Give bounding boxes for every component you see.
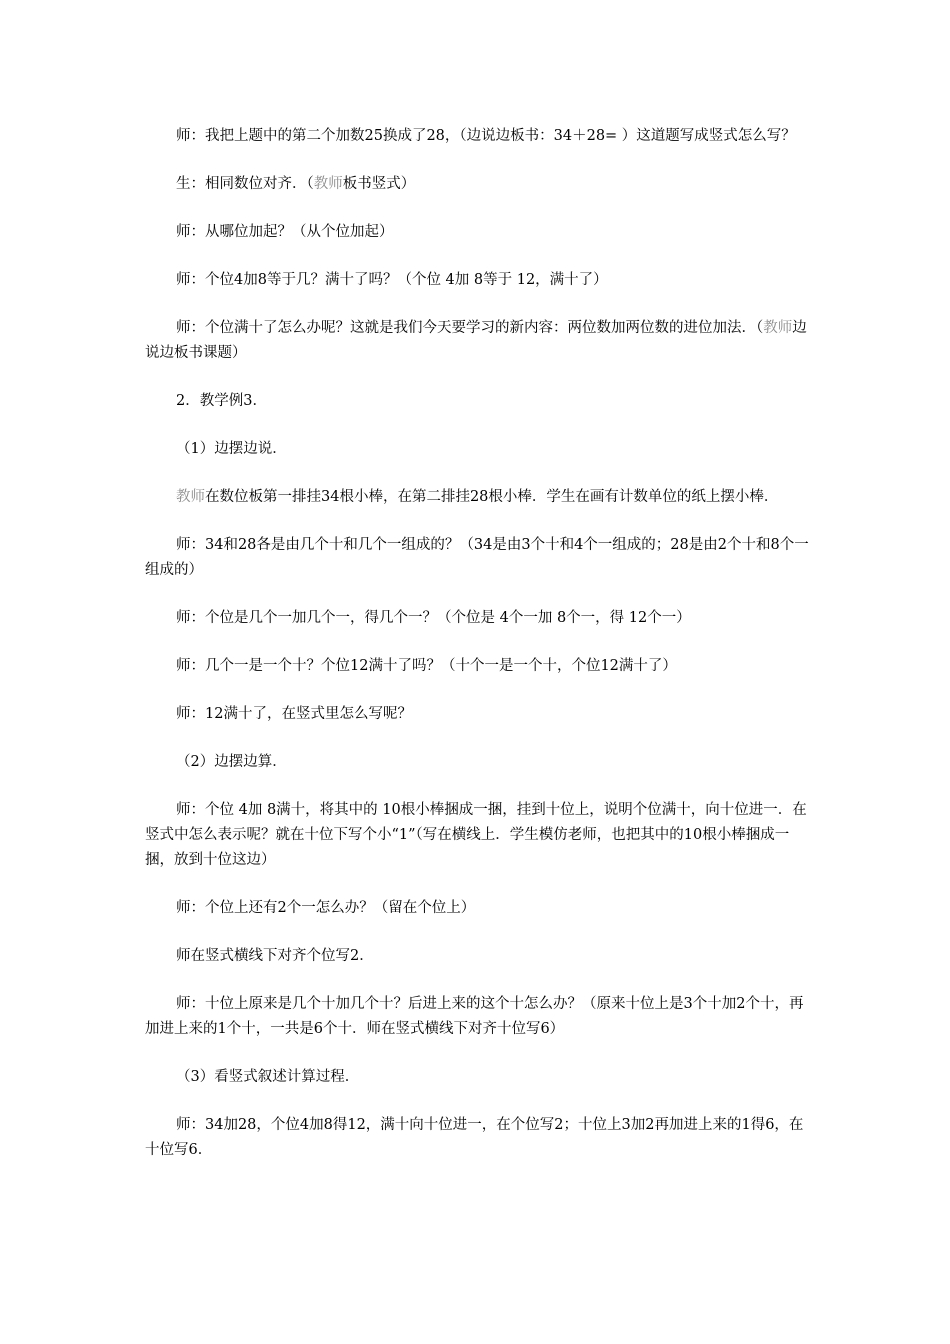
paragraph-7: （1）边摆边说． [176, 441, 287, 457]
highlighted-term: 教师 [176, 489, 205, 505]
paragraph-18: （3）看竖式叙述计算过程． [176, 1069, 360, 1085]
paragraph-9: 师：34和28各是由几个十和几个一组成的？（34是由3个十和4个一组成的；28是由2个十和8个一组成的） [145, 537, 809, 578]
paragraph-17: 师：十位上原来是几个十加几个十？后进上来的这个十怎么办？（原来十位上是3个十加2个十，再加进上来的1个十，一共是6个十．师在竖式横线下对齐十位写6） [145, 996, 804, 1037]
paragraph-16: 师在竖式横线下对齐个位写2． [176, 948, 374, 964]
paragraph-14: 师：个位 4加 8满十，将其中的 10根小棒捆成一捆，挂到十位上，说明个位满十，向十位进一．在竖式中怎么表示呢？就在十位下写个小“1”（写在横线上．学生模仿老师，也把其中的10根小棒捆成一捆，放到十位这边） [145, 802, 807, 868]
paragraph-10: 师：个位是几个一加几个一，得几个一？（个位是 4个一加 8个一，得 12个一） [176, 610, 691, 626]
highlighted-term: 教师 [313, 176, 343, 192]
paragraph-3: 师：从哪位加起？（从个位加起） [176, 224, 394, 240]
paragraph-15: 师：个位上还有2个一怎么办？（留在个位上） [176, 900, 476, 916]
paragraph-6: 2．教学例3． [176, 393, 267, 409]
paragraph-13: （2）边摆边算． [176, 754, 287, 770]
paragraph-8 [145, 485, 810, 510]
paragraph-12: 师：12满十了，在竖式里怎么写呢？ [176, 706, 412, 722]
text-run: 生：相同数位对齐．（ [176, 176, 314, 192]
text-run: 边说边板书课题） [145, 320, 807, 361]
paragraph-11: 师：几个一是一个十？个位12满十了吗？（十个一是一个十，个位12满十了） [176, 658, 677, 674]
text-run: 师：个位满十了怎么办呢？这就是我们今天要学习的新内容：两位数加两位数的进位加法．（ [176, 320, 764, 336]
document-page [145, 124, 810, 1186]
highlighted-term: 教师 [763, 320, 793, 336]
paragraph-1: 师：我把上题中的第二个加数25换成了28，（边说边板书：34＋28= ）这道题写成竖式怎么写？ [176, 128, 796, 144]
text-run: 板书竖式） [342, 176, 416, 192]
paragraph-2 [145, 172, 810, 197]
text-run: 在数位板第一排挂34根小棒，在第二排挂28根小棒．学生在画有计数单位的纸上摆小棒． [205, 489, 779, 505]
paragraph-4: 师：个位4加8等于几？满十了吗？（个位 4加 8等于 12，满十了） [176, 272, 608, 288]
paragraph-19: 师：34加28，个位4加8得12，满十向十位进一，在个位写2；十位上3加2再加进上来的1得6，在十位写6． [145, 1117, 804, 1158]
paragraph-5 [145, 316, 810, 366]
